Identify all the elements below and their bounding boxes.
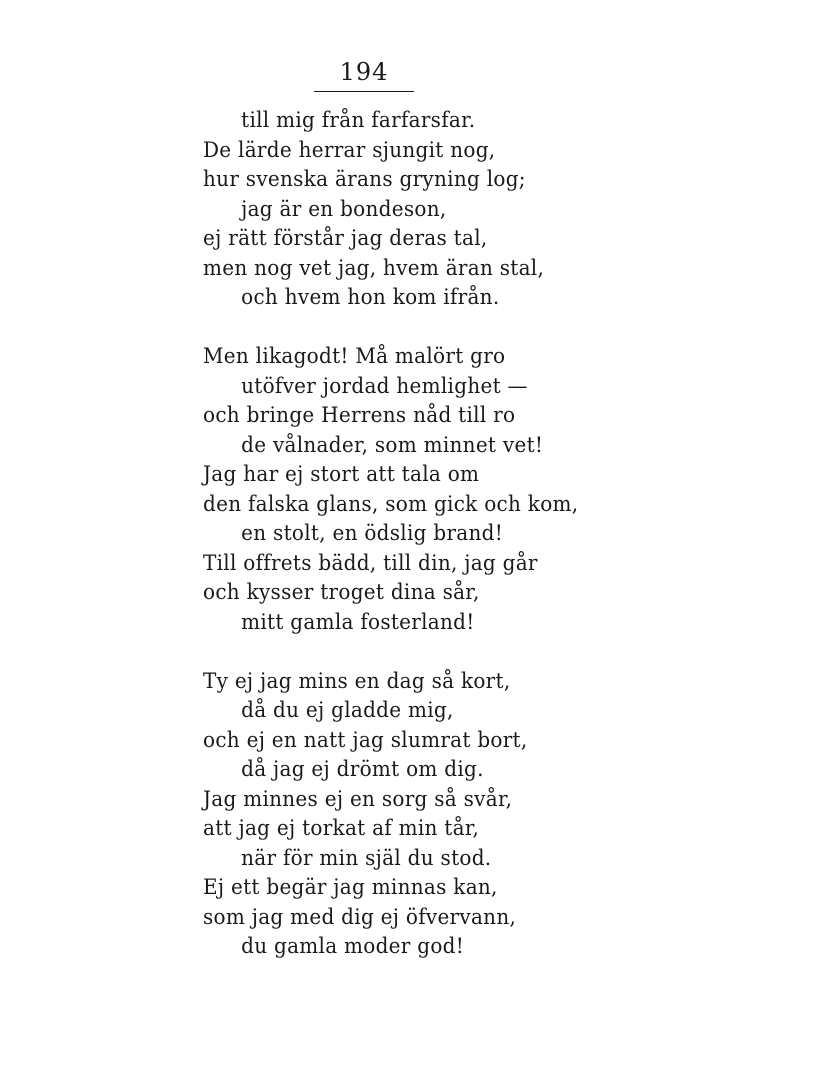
poem-line: mitt gamla fosterland!: [241, 609, 475, 635]
poem-line: då du ej gladde mig,: [241, 698, 454, 723]
poem-line: De lärde herrar sjungit nog,: [203, 137, 496, 163]
poem-line: Jag har ej stort att tala om: [203, 462, 480, 487]
poem-line: ej rätt förstår jag deras tal,: [203, 226, 488, 251]
poem-line: som jag med dig ej öfvervann,: [203, 904, 517, 930]
poem-line: när för min själ du stod.: [241, 845, 492, 871]
poem-line: till mig från farfarsfar.: [241, 108, 476, 133]
poem-line: Jag minnes ej en sorg så svår,: [203, 786, 513, 812]
poem-line: Ej ett begär jag minnas kan,: [203, 875, 498, 900]
stanza-break: [203, 637, 803, 667]
poem-line: och ej en natt jag slumrat bort,: [203, 727, 528, 753]
poem-line: men nog vet jag, hvem äran stal,: [203, 255, 545, 281]
poem-line: Till offrets bädd, till din, jag går: [203, 550, 538, 576]
poem-line: du gamla moder god!: [241, 934, 465, 959]
poem-line: den falska glans, som gick och kom,: [203, 491, 579, 517]
stanza-break: [203, 313, 803, 343]
poem-text: [203, 106, 803, 962]
poem-line: en stolt, en ödslig brand!: [241, 521, 504, 546]
poem-line: att jag ej torkat af min tår,: [203, 816, 480, 841]
page-number: 194: [339, 58, 389, 86]
stanza: [203, 342, 803, 637]
poem-line: då jag ej drömt om dig.: [241, 757, 484, 782]
poem-line: och bringe Herrens nåd till ro: [203, 403, 516, 428]
poem-line: utöfver jordad hemlighet —: [241, 373, 528, 399]
page-number-rule: [314, 91, 414, 92]
stanza: [203, 136, 803, 313]
stanza: [203, 106, 803, 136]
poem-line: Ty ej jag mins en dag så kort,: [203, 668, 511, 694]
poem-line: hur svenska ärans gryning log;: [203, 167, 526, 192]
poem-line: och kysser troget dina sår,: [203, 580, 480, 605]
stanza: [203, 667, 803, 962]
poem-line: de vålnader, som minnet vet!: [241, 432, 544, 458]
poem-line: och hvem hon kom ifrån.: [241, 285, 500, 310]
poem-line: jag är en bondeson,: [241, 196, 447, 222]
poem-line: Men likagodt! Må malört gro: [203, 344, 506, 369]
